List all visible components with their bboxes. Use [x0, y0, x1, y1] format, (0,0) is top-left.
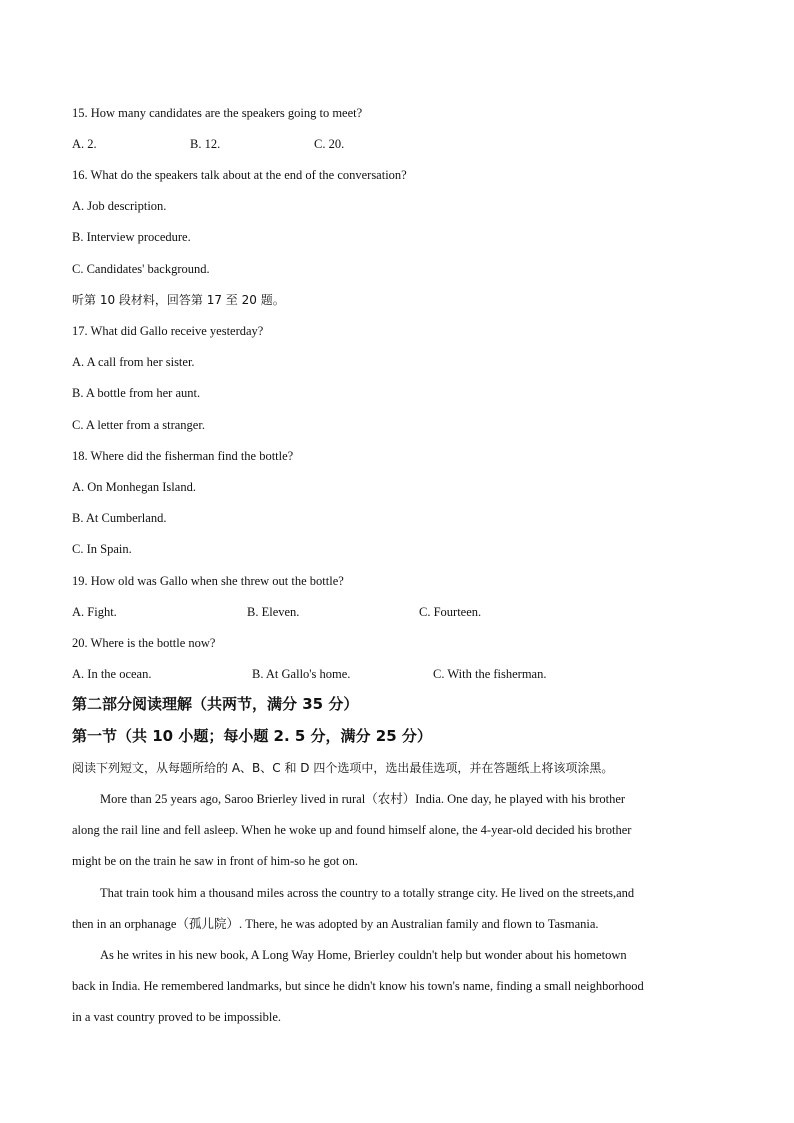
passage-p3-line-3: in a vast country proved to be impossible. — [72, 1010, 281, 1024]
question-18-option-b: B. At Cumberland. — [72, 511, 167, 525]
question-18-option-a: A. On Monhegan Island. — [72, 480, 196, 494]
question-17-option-b: B. A bottle from her aunt. — [72, 386, 201, 400]
passage-p3-line-2: back in India. He remembered landmarks, but since he didn't know his town's name, finding a small neighborhood — [72, 979, 644, 993]
question-19-stem: 19. How old was Gallo when she threw out the bottle? — [72, 574, 344, 588]
option-b: B. At Gallo's home. — [252, 667, 351, 681]
reading-instruction: 阅读下列短文，从每题所给的 A、B、C 和 D 四个选项中，选出最佳选项，并在答题纸上将该项涂黑。 — [72, 761, 614, 775]
option-a: A. 2. — [72, 137, 97, 151]
part-2-title: 第二部分阅读理解（共两节，满分 35 分） — [72, 695, 359, 713]
question-18-option-c: C. In Spain. — [72, 542, 132, 556]
option-b: B. 12. — [190, 137, 221, 151]
question-16-option-c: C. Candidates' background. — [72, 262, 210, 276]
question-15-stem: 15. How many candidates are the speakers going to meet? — [72, 106, 363, 120]
option-b: B. Eleven. — [247, 605, 300, 619]
question-16-option-a: A. Job description. — [72, 199, 167, 213]
section-10-instruction: 听第 10 段材料，回答第 17 至 20 题。 — [72, 293, 285, 307]
passage-p1-line-1: More than 25 years ago, Saroo Brierley lived in rural（农村）India. One day, he played with his brother — [100, 792, 626, 806]
option-a: A. Fight. — [72, 605, 117, 619]
passage-p1-line-2: along the rail line and fell asleep. When he woke up and found himself alone, the 4-year-old decided his brother — [72, 823, 632, 837]
passage-p3-line-1: As he writes in his new book, A Long Way Home, Brierley couldn't help but wonder about his hometown — [100, 948, 627, 962]
option-c: C. 20. — [314, 137, 345, 151]
question-16-stem: 16. What do the speakers talk about at the end of the conversation? — [72, 168, 407, 182]
option-a: A. In the ocean. — [72, 667, 152, 681]
question-17-option-c: C. A letter from a stranger. — [72, 418, 205, 432]
option-c: C. Fourteen. — [419, 605, 482, 619]
passage-p2-line-2: then in an orphanage（孤儿院）. There, he was adopted by an Australian family and flown to Tasmania. — [72, 917, 599, 931]
question-17-stem: 17. What did Gallo receive yesterday? — [72, 324, 264, 338]
section-1-title: 第一节（共 10 小题；每小题 2. 5 分，满分 25 分） — [72, 727, 432, 745]
passage-p2-line-1: That train took him a thousand miles across the country to a totally strange city. He lived on the streets,and — [100, 886, 635, 900]
question-18-stem: 18. Where did the fisherman find the bottle? — [72, 449, 294, 463]
passage-p1-line-3: might be on the train he saw in front of him-so he got on. — [72, 854, 359, 868]
question-16-option-b: B. Interview procedure. — [72, 230, 191, 244]
question-20-stem: 20. Where is the bottle now? — [72, 636, 216, 650]
question-17-option-a: A. A call from her sister. — [72, 355, 195, 369]
option-c: C. With the fisherman. — [433, 667, 547, 681]
